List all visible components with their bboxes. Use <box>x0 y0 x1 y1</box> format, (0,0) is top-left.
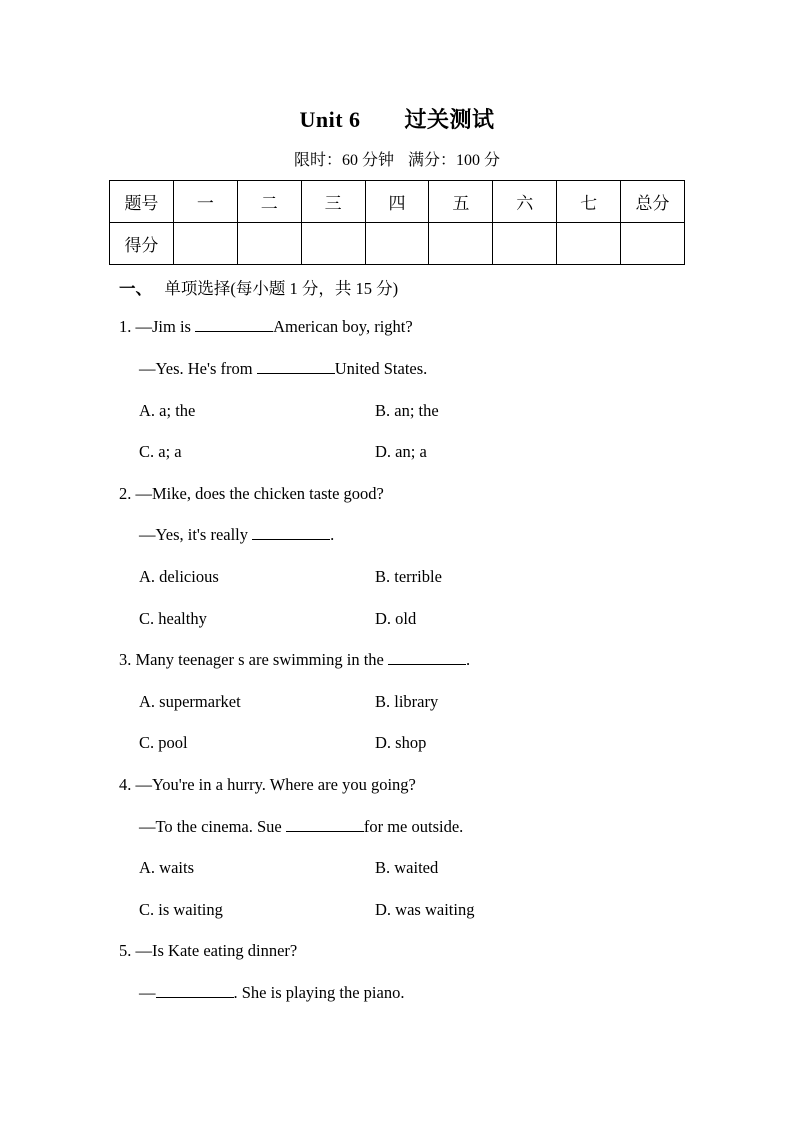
question-text: . <box>465 650 471 669</box>
question-text: —Yes, it's really <box>139 525 253 544</box>
option-c: C. pool <box>139 733 188 752</box>
question-text: American boy, right? <box>273 317 413 336</box>
option-b: B. an; the <box>375 401 439 420</box>
option-a: A. supermarket <box>139 692 241 711</box>
score-cell-empty[interactable] <box>493 223 557 265</box>
answer-blank <box>257 359 335 374</box>
question-text: —To the cinema. Sue <box>139 817 286 836</box>
section-title: 单项选择(每小题 1 分，共 15 分) <box>164 279 399 298</box>
option-c: C. is waiting <box>139 900 223 919</box>
section-number: 一、 <box>119 279 152 298</box>
option-d: D. an; a <box>375 442 427 461</box>
option-d: D. old <box>375 609 417 628</box>
score-cell-header: 三 <box>301 181 365 223</box>
question-text: United States. <box>334 359 428 378</box>
option-b: B. terrible <box>375 567 442 586</box>
question-5-stem: 5. —Is Kate eating dinner? <box>119 941 298 960</box>
full-score: 满分：100 分 <box>408 152 501 169</box>
score-cell-header: 总分 <box>621 181 685 223</box>
question-1-stem <box>119 317 413 337</box>
score-table-header-row <box>110 181 685 223</box>
score-cell-empty[interactable] <box>173 223 237 265</box>
score-cell-empty[interactable] <box>621 223 685 265</box>
score-cell-header: 一 <box>173 181 237 223</box>
question-text: — <box>139 983 156 1002</box>
score-cell-header: 五 <box>429 181 493 223</box>
question-5-reply <box>139 983 404 1003</box>
title-name: 过关测试 <box>404 107 495 132</box>
score-cell-header: 六 <box>493 181 557 223</box>
page-title <box>0 103 794 134</box>
option-b: B. library <box>375 692 439 711</box>
question-2-reply <box>139 525 334 545</box>
title-unit: Unit 6 <box>299 107 361 132</box>
score-table <box>109 180 685 265</box>
score-row-label: 得分 <box>110 223 174 265</box>
score-cell-empty[interactable] <box>301 223 365 265</box>
question-text: —Yes. He's from <box>139 359 257 378</box>
option-a: A. a; the <box>139 401 196 420</box>
score-cell-header: 七 <box>557 181 621 223</box>
question-text: 1. —Jim is <box>119 317 196 336</box>
answer-blank <box>252 525 330 540</box>
score-cell-header: 四 <box>365 181 429 223</box>
answer-blank <box>388 650 466 665</box>
option-c: C. a; a <box>139 442 182 461</box>
question-4-reply <box>139 817 463 837</box>
question-2-stem: 2. —Mike, does the chicken taste good? <box>119 484 384 503</box>
section-heading <box>119 275 398 299</box>
question-text: 3. Many teenager s are swimming in the <box>119 650 388 669</box>
time-limit: 限时：60 分钟 <box>293 152 394 169</box>
question-1-reply <box>139 359 427 379</box>
answer-blank <box>156 983 234 998</box>
exam-info <box>0 147 794 170</box>
score-cell-empty[interactable] <box>237 223 301 265</box>
score-cell-empty[interactable] <box>429 223 493 265</box>
answer-blank <box>195 317 273 332</box>
option-b: B. waited <box>375 858 439 877</box>
question-3-stem <box>119 650 470 670</box>
option-d: D. shop <box>375 733 427 752</box>
question-text: . <box>330 525 335 544</box>
question-text: for me outside. <box>363 817 464 836</box>
option-d: D. was waiting <box>375 900 475 919</box>
score-cell-header: 题号 <box>110 181 174 223</box>
score-cell-empty[interactable] <box>365 223 429 265</box>
score-cell-empty[interactable] <box>557 223 621 265</box>
score-table-score-row <box>110 223 685 265</box>
question-4-stem: 4. —You're in a hurry. Where are you going? <box>119 775 416 794</box>
option-c: C. healthy <box>139 609 207 628</box>
option-a: A. waits <box>139 858 194 877</box>
answer-blank <box>286 817 364 832</box>
option-a: A. delicious <box>139 567 219 586</box>
score-cell-header: 二 <box>237 181 301 223</box>
question-text: . She is playing the piano. <box>233 983 405 1002</box>
